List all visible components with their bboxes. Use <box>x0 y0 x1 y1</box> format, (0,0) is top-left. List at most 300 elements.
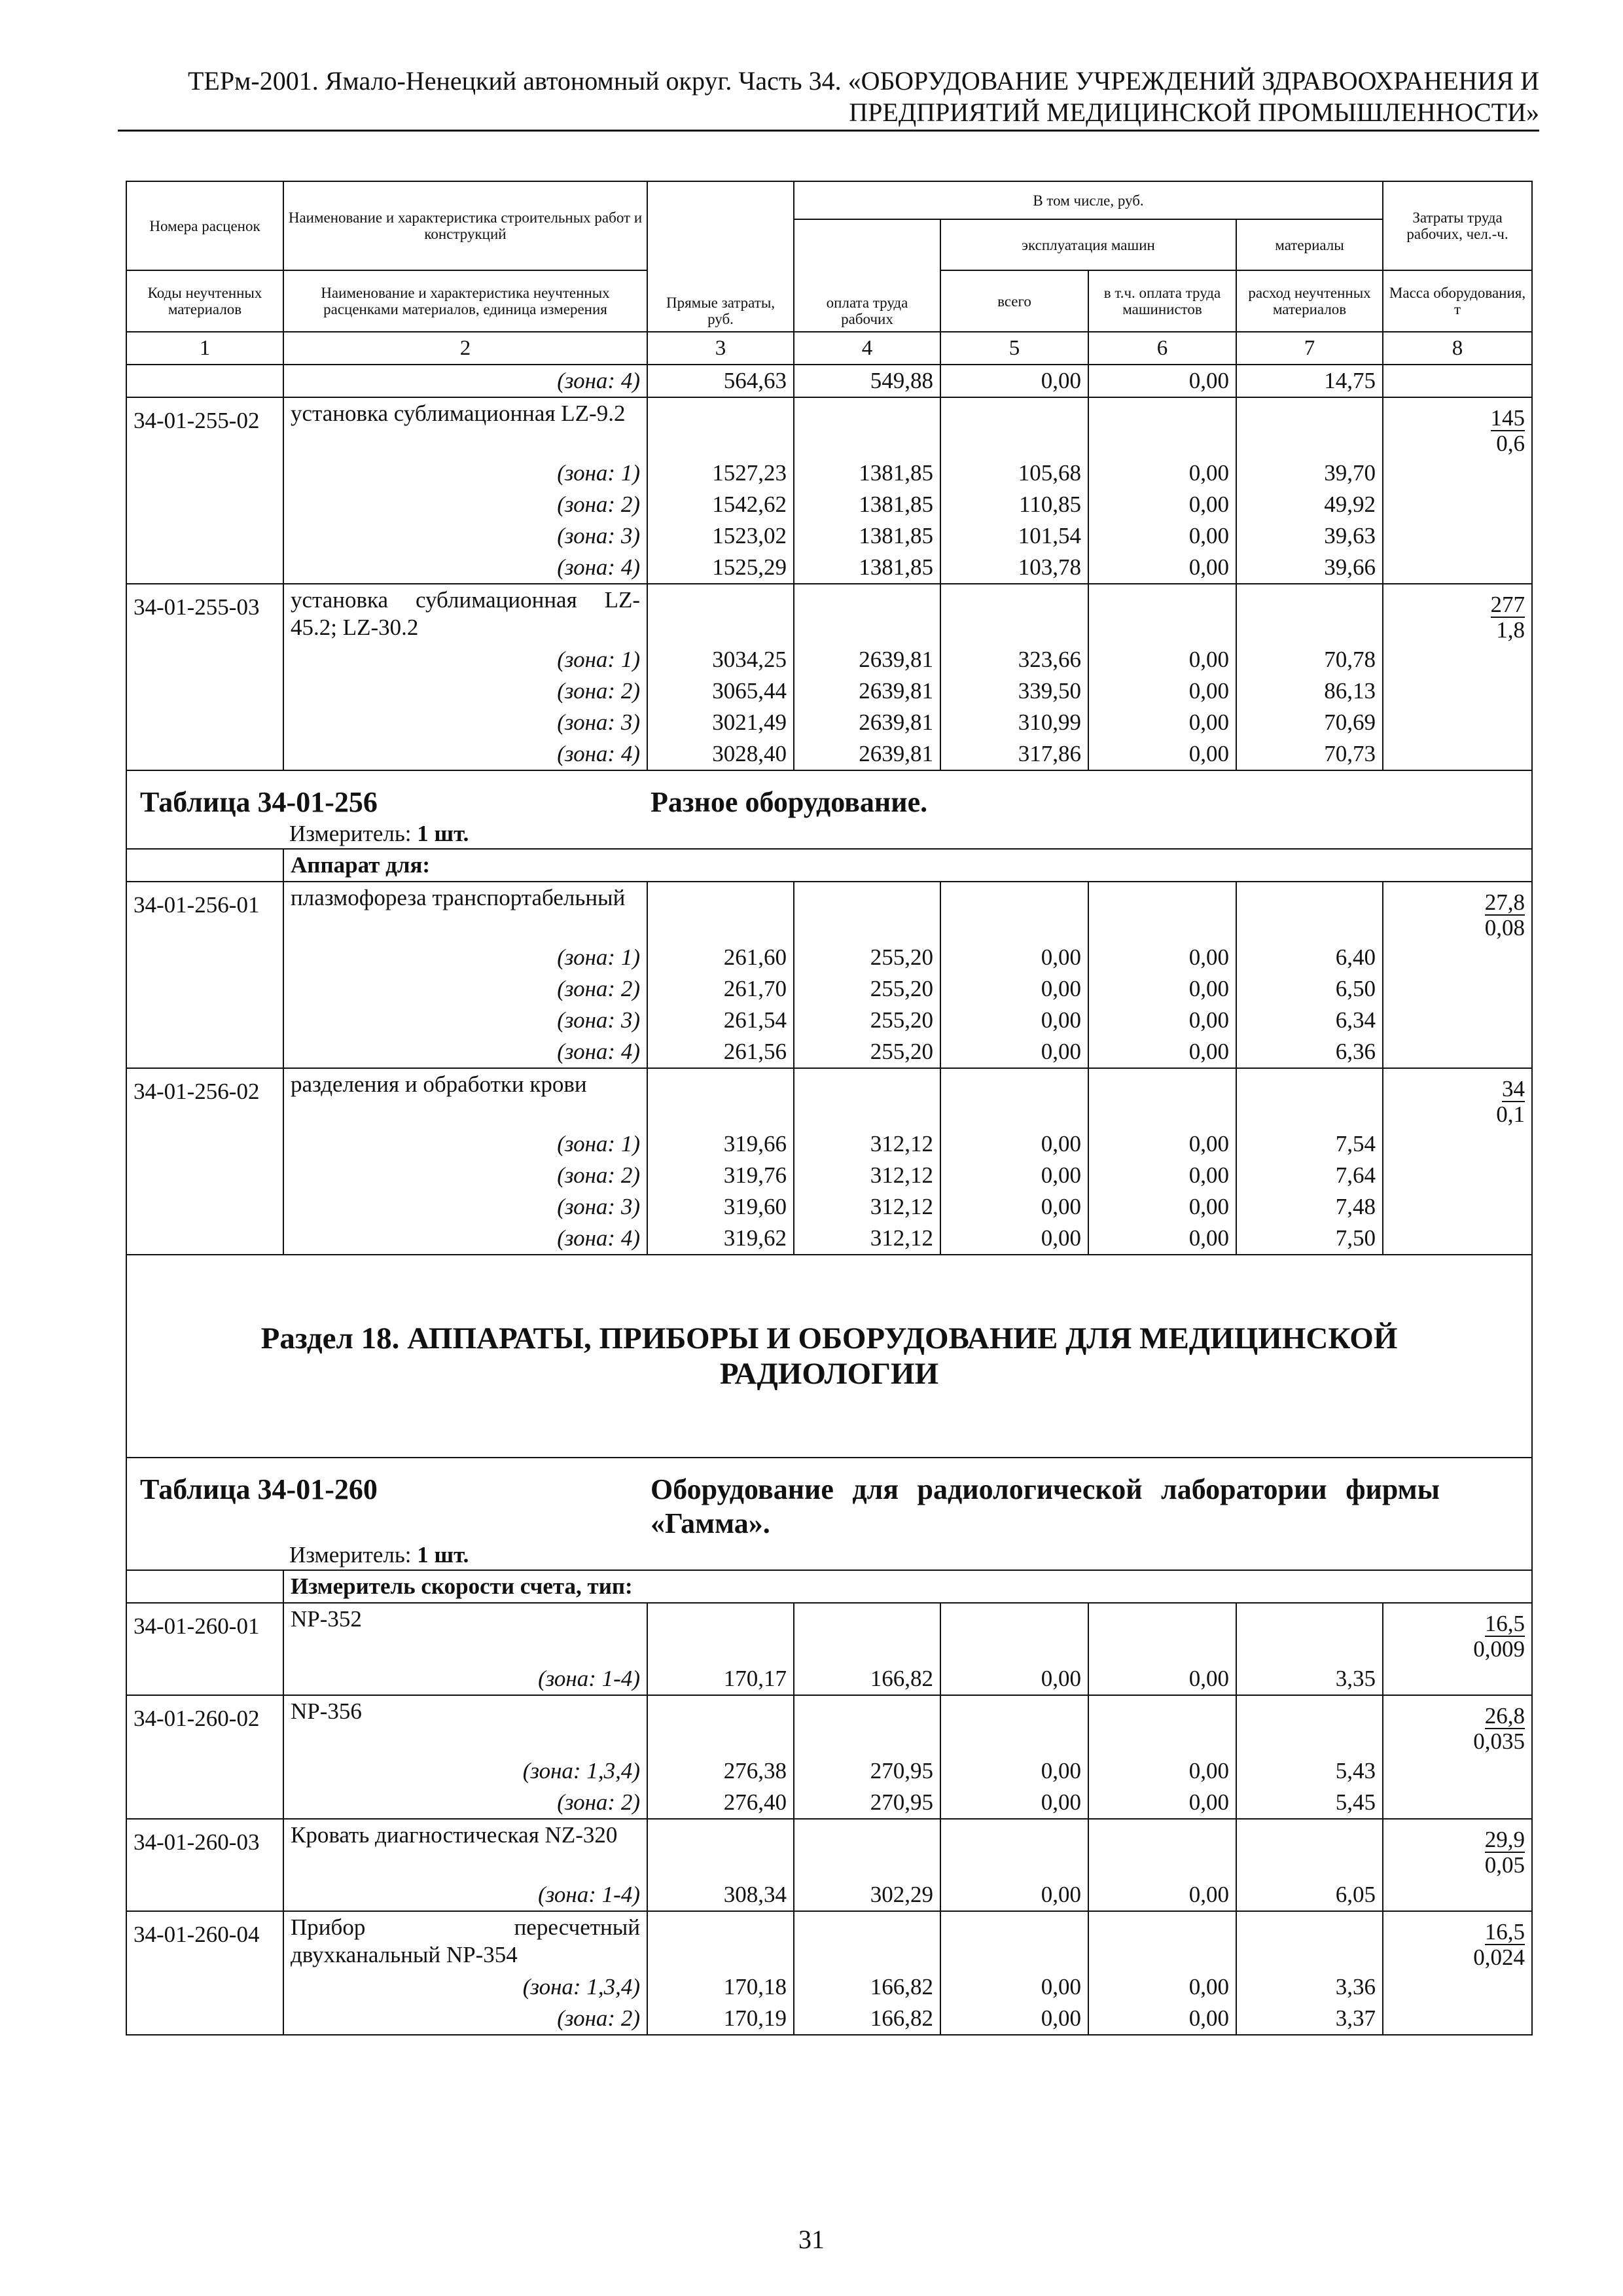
value-cell <box>940 882 1088 942</box>
labor-cell <box>1383 707 1532 738</box>
value-cell: 1542,62 <box>647 489 794 520</box>
value-cell: 1523,02 <box>647 520 794 552</box>
value-cell: 312,12 <box>794 1160 940 1191</box>
value-cell: 70,78 <box>1236 644 1383 675</box>
value-cell: 5,43 <box>1236 1755 1383 1787</box>
labor-cell <box>1383 1663 1532 1695</box>
labor-hours: 27,8 <box>1484 889 1525 915</box>
zone-label: (зона: 2) <box>283 973 647 1005</box>
labor-hours: 29,9 <box>1484 1827 1525 1852</box>
value-cell: 261,56 <box>647 1036 794 1068</box>
value-cell: 0,00 <box>1088 489 1236 520</box>
value-cell: 70,73 <box>1236 738 1383 770</box>
table-row <box>126 1695 1532 1755</box>
zone-label: (зона: 1) <box>283 942 647 973</box>
rate-code: 34-01-256-01 <box>126 882 283 942</box>
value-cell: 5,45 <box>1236 1787 1383 1819</box>
value-cell: 1381,85 <box>794 489 940 520</box>
col2-header-bottom: Наименование и характеристика неучтенных расценками материалов, единица измерения <box>283 270 647 332</box>
code-cell <box>126 365 283 397</box>
equipment-mass: 0,6 <box>1496 431 1525 456</box>
zone-row <box>126 520 1532 552</box>
code-cell <box>126 457 283 489</box>
value-cell: 0,00 <box>1088 707 1236 738</box>
value-cell: 0,00 <box>1088 675 1236 707</box>
value-cell: 166,82 <box>794 2003 940 2035</box>
labor-cell <box>1383 942 1532 973</box>
zone-label: (зона: 3) <box>283 1191 647 1223</box>
zone-row <box>126 1223 1532 1255</box>
value-cell: 1527,23 <box>647 457 794 489</box>
value-cell <box>940 1603 1088 1663</box>
value-cell: 312,12 <box>794 1223 940 1255</box>
equipment-mass: 0,009 <box>1473 1636 1525 1662</box>
value-cell <box>940 1819 1088 1879</box>
value-cell: 6,50 <box>1236 973 1383 1005</box>
labor-hours: 16,5 <box>1484 1611 1525 1636</box>
labor-cell <box>1383 1036 1532 1068</box>
column-number: 6 <box>1088 332 1236 365</box>
column-number: 2 <box>283 332 647 365</box>
zone-row <box>126 1879 1532 1911</box>
code-cell <box>126 1663 283 1695</box>
value-cell <box>1236 1603 1383 1663</box>
header-rule <box>118 130 1539 132</box>
value-cell: 319,66 <box>647 1128 794 1160</box>
value-cell <box>1088 1068 1236 1128</box>
table-row <box>126 882 1532 942</box>
value-cell: 6,34 <box>1236 1005 1383 1036</box>
value-cell: 39,63 <box>1236 520 1383 552</box>
value-cell: 339,50 <box>940 675 1088 707</box>
table-number: Таблица 34-01-256 <box>140 786 378 818</box>
value-cell <box>647 1603 794 1663</box>
value-cell: 1525,29 <box>647 552 794 584</box>
value-cell: 312,12 <box>794 1128 940 1160</box>
value-cell <box>940 1695 1088 1755</box>
value-cell: 255,20 <box>794 1036 940 1068</box>
labor-mass-fraction <box>1383 1603 1532 1663</box>
group-row <box>126 849 1532 882</box>
table-row <box>126 1819 1532 1879</box>
zone-row <box>126 1971 1532 2003</box>
table-row <box>126 1068 1532 1128</box>
value-cell: 0,00 <box>940 1005 1088 1036</box>
value-cell <box>647 584 794 644</box>
zone-label: (зона: 1-4) <box>283 1663 647 1695</box>
code-cell <box>126 1570 283 1603</box>
value-cell <box>1236 1911 1383 1971</box>
equipment-mass: 1,8 <box>1496 617 1525 643</box>
value-cell: 317,86 <box>940 738 1088 770</box>
value-cell: 2639,81 <box>794 738 940 770</box>
labor-cell <box>1383 973 1532 1005</box>
value-cell: 0,00 <box>1088 457 1236 489</box>
zone-row <box>126 973 1532 1005</box>
zone-row <box>126 1128 1532 1160</box>
table-body <box>126 365 1532 2035</box>
including-header: В том числе, руб. <box>794 181 1383 219</box>
value-cell: 6,05 <box>1236 1879 1383 1911</box>
value-cell: 310,99 <box>940 707 1088 738</box>
zone-row <box>126 1160 1532 1191</box>
value-cell: 319,60 <box>647 1191 794 1223</box>
zone-row <box>126 1755 1532 1787</box>
labor-cell <box>1383 365 1532 397</box>
value-cell: 0,00 <box>940 1879 1088 1911</box>
value-cell: 2639,81 <box>794 644 940 675</box>
code-cell <box>126 738 283 770</box>
table-title <box>126 1458 1532 1570</box>
col3-header: Прямые затраты, руб. <box>647 181 794 332</box>
header-line-1: ТЕРм-2001. Ямало-Ненецкий автономный округ. Часть 34. «ОБОРУДОВАНИЕ УЧРЕЖДЕНИЙ ЗДРАВООХРАНЕНИЯ И <box>188 66 1539 96</box>
labor-cell <box>1383 1787 1532 1819</box>
value-cell: 166,82 <box>794 1971 940 2003</box>
value-cell: 103,78 <box>940 552 1088 584</box>
value-cell: 6,40 <box>1236 942 1383 973</box>
rates-table <box>126 181 1533 2036</box>
value-cell <box>1088 1695 1236 1755</box>
group-label: Измеритель скорости счета, тип: <box>283 1570 1532 1603</box>
value-cell: 276,40 <box>647 1787 794 1819</box>
value-cell <box>1236 1819 1383 1879</box>
value-cell <box>940 1068 1088 1128</box>
value-cell: 0,00 <box>940 1755 1088 1787</box>
zone-label: (зона: 2) <box>283 675 647 707</box>
value-cell: 270,95 <box>794 1755 940 1787</box>
zone-row <box>126 1787 1532 1819</box>
zone-label: (зона: 2) <box>283 1787 647 1819</box>
group-row <box>126 1570 1532 1603</box>
value-cell: 3021,49 <box>647 707 794 738</box>
rate-name: Прибор пересчетный двухканальный NP-354 <box>283 1911 647 1971</box>
measurer-unit: 1 шт. <box>417 1542 469 1568</box>
code-cell <box>126 1191 283 1223</box>
measurer-unit: 1 шт. <box>417 821 469 846</box>
rate-name: установка сублимационная LZ-9.2 <box>283 397 647 457</box>
value-cell: 255,20 <box>794 973 940 1005</box>
value-cell: 0,00 <box>1088 1787 1236 1819</box>
rate-code: 34-01-260-04 <box>126 1911 283 1971</box>
value-cell <box>1088 882 1236 942</box>
value-cell <box>794 584 940 644</box>
zone-row <box>126 365 1532 397</box>
value-cell: 170,18 <box>647 1971 794 2003</box>
col4-header: оплата труда рабочих <box>794 219 940 332</box>
value-cell <box>940 397 1088 457</box>
labor-hours: 277 <box>1490 592 1525 617</box>
code-cell <box>126 1005 283 1036</box>
zone-label: (зона: 4) <box>283 552 647 584</box>
value-cell: 7,54 <box>1236 1128 1383 1160</box>
col1-header-top: Номера расценок <box>126 181 283 270</box>
value-cell: 549,88 <box>794 365 940 397</box>
value-cell: 0,00 <box>940 1191 1088 1223</box>
value-cell: 170,19 <box>647 2003 794 2035</box>
value-cell: 7,50 <box>1236 1223 1383 1255</box>
value-cell: 308,34 <box>647 1879 794 1911</box>
code-cell <box>126 552 283 584</box>
labor-cell <box>1383 457 1532 489</box>
col6-header: в т.ч. оплата труда машинистов <box>1088 270 1236 332</box>
measurer-label: Измеритель: <box>289 1542 418 1568</box>
zone-row <box>126 1191 1532 1223</box>
code-cell <box>126 942 283 973</box>
zone-row <box>126 707 1532 738</box>
value-cell <box>940 1911 1088 1971</box>
labor-hours: 26,8 <box>1484 1703 1525 1729</box>
labor-cell <box>1383 1879 1532 1911</box>
value-cell <box>794 397 940 457</box>
zone-row <box>126 489 1532 520</box>
value-cell: 1381,85 <box>794 457 940 489</box>
value-cell: 255,20 <box>794 942 940 973</box>
value-cell: 6,36 <box>1236 1036 1383 1068</box>
value-cell: 0,00 <box>1088 1223 1236 1255</box>
column-number: 1 <box>126 332 283 365</box>
value-cell: 0,00 <box>940 973 1088 1005</box>
value-cell: 0,00 <box>1088 1128 1236 1160</box>
zone-label: (зона: 3) <box>283 1005 647 1036</box>
rate-name: плазмофореза транспортабельный <box>283 882 647 942</box>
rate-code: 34-01-255-03 <box>126 584 283 644</box>
value-cell: 2639,81 <box>794 707 940 738</box>
value-cell <box>794 1911 940 1971</box>
value-cell <box>647 1911 794 1971</box>
zone-row <box>126 1036 1532 1068</box>
value-cell: 0,00 <box>1088 1971 1236 2003</box>
zone-label: (зона: 3) <box>283 520 647 552</box>
rate-code: 34-01-260-01 <box>126 1603 283 1663</box>
value-cell: 0,00 <box>940 1787 1088 1819</box>
zone-row <box>126 552 1532 584</box>
value-cell: 14,75 <box>1236 365 1383 397</box>
labor-cell <box>1383 1160 1532 1191</box>
code-cell <box>126 2003 283 2035</box>
value-cell: 0,00 <box>1088 520 1236 552</box>
value-cell: 0,00 <box>1088 1755 1236 1787</box>
value-cell <box>1088 1603 1236 1663</box>
table-row <box>126 1603 1532 1663</box>
value-cell: 0,00 <box>1088 1663 1236 1695</box>
table-row <box>126 397 1532 457</box>
value-cell: 39,70 <box>1236 457 1383 489</box>
section-title: Раздел 18. АППАРАТЫ, ПРИБОРЫ И ОБОРУДОВАНИЕ ДЛЯ МЕДИЦИНСКОЙ РАДИОЛОГИИ <box>126 1255 1532 1458</box>
value-cell <box>1088 1911 1236 1971</box>
zone-label: (зона: 4) <box>283 738 647 770</box>
zone-row <box>126 738 1532 770</box>
header-line-2: ПРЕДПРИЯТИЙ МЕДИЦИНСКОЙ ПРОМЫШЛЕННОСТИ» <box>849 98 1539 127</box>
labor-cell <box>1383 1128 1532 1160</box>
zone-label: (зона: 4) <box>283 1223 647 1255</box>
value-cell: 0,00 <box>1088 1191 1236 1223</box>
labor-cell <box>1383 644 1532 675</box>
code-cell <box>126 1223 283 1255</box>
col1-header-bottom: Коды неучтенных материалов <box>126 270 283 332</box>
value-cell: 0,00 <box>1088 1160 1236 1191</box>
value-cell: 564,63 <box>647 365 794 397</box>
code-cell <box>126 1755 283 1787</box>
rate-name: разделения и обработки крови <box>283 1068 647 1128</box>
value-cell: 86,13 <box>1236 675 1383 707</box>
value-cell <box>794 1068 940 1128</box>
zone-row <box>126 675 1532 707</box>
zone-label: (зона: 1,3,4) <box>283 1971 647 2003</box>
column-number: 4 <box>794 332 940 365</box>
value-cell: 3034,25 <box>647 644 794 675</box>
table-row <box>126 1911 1532 1971</box>
labor-cell <box>1383 520 1532 552</box>
zone-label: (зона: 1) <box>283 1128 647 1160</box>
value-cell: 0,00 <box>1088 365 1236 397</box>
rate-name: установка сублимационная LZ-45.2; LZ-30.2 <box>283 584 647 644</box>
zone-label: (зона: 2) <box>283 2003 647 2035</box>
value-cell <box>794 1695 940 1755</box>
labor-cell <box>1383 489 1532 520</box>
rate-code: 34-01-260-02 <box>126 1695 283 1755</box>
value-cell: 1381,85 <box>794 520 940 552</box>
value-cell <box>1088 397 1236 457</box>
zone-label: (зона: 2) <box>283 489 647 520</box>
column-number: 5 <box>940 332 1088 365</box>
value-cell: 261,54 <box>647 1005 794 1036</box>
labor-cell <box>1383 675 1532 707</box>
value-cell: 0,00 <box>1088 973 1236 1005</box>
zone-row <box>126 942 1532 973</box>
zone-label: (зона: 3) <box>283 707 647 738</box>
labor-mass-fraction <box>1383 882 1532 942</box>
value-cell: 39,66 <box>1236 552 1383 584</box>
value-cell: 270,95 <box>794 1787 940 1819</box>
equipment-mass: 0,035 <box>1473 1729 1525 1754</box>
zone-label: (зона: 1) <box>283 457 647 489</box>
machines-header: эксплуатация машин <box>940 219 1236 270</box>
value-cell: 0,00 <box>940 1663 1088 1695</box>
table-title-row <box>126 770 1532 849</box>
value-cell: 0,00 <box>1088 2003 1236 2035</box>
zone-label: (зона: 1,3,4) <box>283 1755 647 1787</box>
value-cell: 3,36 <box>1236 1971 1383 2003</box>
value-cell: 170,17 <box>647 1663 794 1695</box>
zone-label: (зона: 2) <box>283 1160 647 1191</box>
col8-header-bottom: Масса оборудования, т <box>1383 270 1532 332</box>
code-cell <box>126 849 283 882</box>
value-cell <box>1088 584 1236 644</box>
value-cell: 7,64 <box>1236 1160 1383 1191</box>
column-number: 8 <box>1383 332 1532 365</box>
value-cell <box>1236 584 1383 644</box>
value-cell: 0,00 <box>940 365 1088 397</box>
labor-cell <box>1383 1191 1532 1223</box>
zone-label: (зона: 1-4) <box>283 1879 647 1911</box>
column-number: 3 <box>647 332 794 365</box>
labor-mass-fraction <box>1383 1819 1532 1879</box>
value-cell <box>647 882 794 942</box>
value-cell <box>1088 1819 1236 1879</box>
labor-mass-fraction <box>1383 584 1532 644</box>
table-title-row <box>126 1458 1532 1570</box>
table-head <box>126 181 1532 365</box>
labor-cell <box>1383 738 1532 770</box>
value-cell: 0,00 <box>940 942 1088 973</box>
table-description: Разное оборудование. <box>651 786 928 818</box>
value-cell <box>794 1603 940 1663</box>
labor-cell <box>1383 1755 1532 1787</box>
value-cell: 0,00 <box>940 1223 1088 1255</box>
labor-hours: 34 <box>1502 1076 1525 1102</box>
labor-hours: 145 <box>1490 405 1525 431</box>
zone-row <box>126 2003 1532 2035</box>
value-cell <box>647 1819 794 1879</box>
value-cell <box>647 397 794 457</box>
rate-name: NP-352 <box>283 1603 647 1663</box>
zone-row <box>126 457 1532 489</box>
code-cell <box>126 1879 283 1911</box>
code-cell <box>126 489 283 520</box>
value-cell: 3,37 <box>1236 2003 1383 2035</box>
value-cell <box>940 584 1088 644</box>
value-cell: 3,35 <box>1236 1663 1383 1695</box>
value-cell: 0,00 <box>1088 1036 1236 1068</box>
value-cell: 276,38 <box>647 1755 794 1787</box>
value-cell: 1381,85 <box>794 552 940 584</box>
value-cell: 0,00 <box>940 1971 1088 2003</box>
value-cell: 7,48 <box>1236 1191 1383 1223</box>
zone-label: (зона: 4) <box>283 365 647 397</box>
value-cell <box>647 1068 794 1128</box>
labor-mass-fraction <box>1383 1911 1532 1971</box>
value-cell: 110,85 <box>940 489 1088 520</box>
zone-row <box>126 644 1532 675</box>
value-cell: 0,00 <box>940 1160 1088 1191</box>
value-cell <box>1236 397 1383 457</box>
value-cell: 323,66 <box>940 644 1088 675</box>
col7-header: расход неучтенных материалов <box>1236 270 1383 332</box>
value-cell: 0,00 <box>1088 1005 1236 1036</box>
col8-header-top: Затраты труда рабочих, чел.-ч. <box>1383 181 1532 270</box>
column-number: 7 <box>1236 332 1383 365</box>
value-cell: 3028,40 <box>647 738 794 770</box>
code-cell <box>126 1036 283 1068</box>
materials-header: материалы <box>1236 219 1383 270</box>
zone-row <box>126 1005 1532 1036</box>
value-cell: 0,00 <box>940 2003 1088 2035</box>
labor-cell <box>1383 2003 1532 2035</box>
value-cell: 319,62 <box>647 1223 794 1255</box>
table-title <box>126 770 1532 849</box>
code-cell <box>126 675 283 707</box>
column-numbers <box>126 332 1532 365</box>
labor-mass-fraction <box>1383 397 1532 457</box>
labor-hours: 16,5 <box>1484 1919 1525 1945</box>
value-cell: 105,68 <box>940 457 1088 489</box>
section-row <box>126 1255 1532 1458</box>
page-number: 31 <box>798 2225 825 2254</box>
table-row <box>126 584 1532 644</box>
col2-header-top: Наименование и характеристика строительных работ и конструкций <box>283 181 647 270</box>
value-cell: 302,29 <box>794 1879 940 1911</box>
rate-code: 34-01-256-02 <box>126 1068 283 1128</box>
value-cell: 0,00 <box>940 1128 1088 1160</box>
labor-cell <box>1383 1005 1532 1036</box>
zone-row <box>126 1663 1532 1695</box>
equipment-mass: 0,08 <box>1484 915 1525 941</box>
value-cell <box>1236 1068 1383 1128</box>
code-cell <box>126 973 283 1005</box>
measurer <box>289 1541 1518 1570</box>
value-cell: 70,69 <box>1236 707 1383 738</box>
labor-mass-fraction <box>1383 1068 1532 1128</box>
